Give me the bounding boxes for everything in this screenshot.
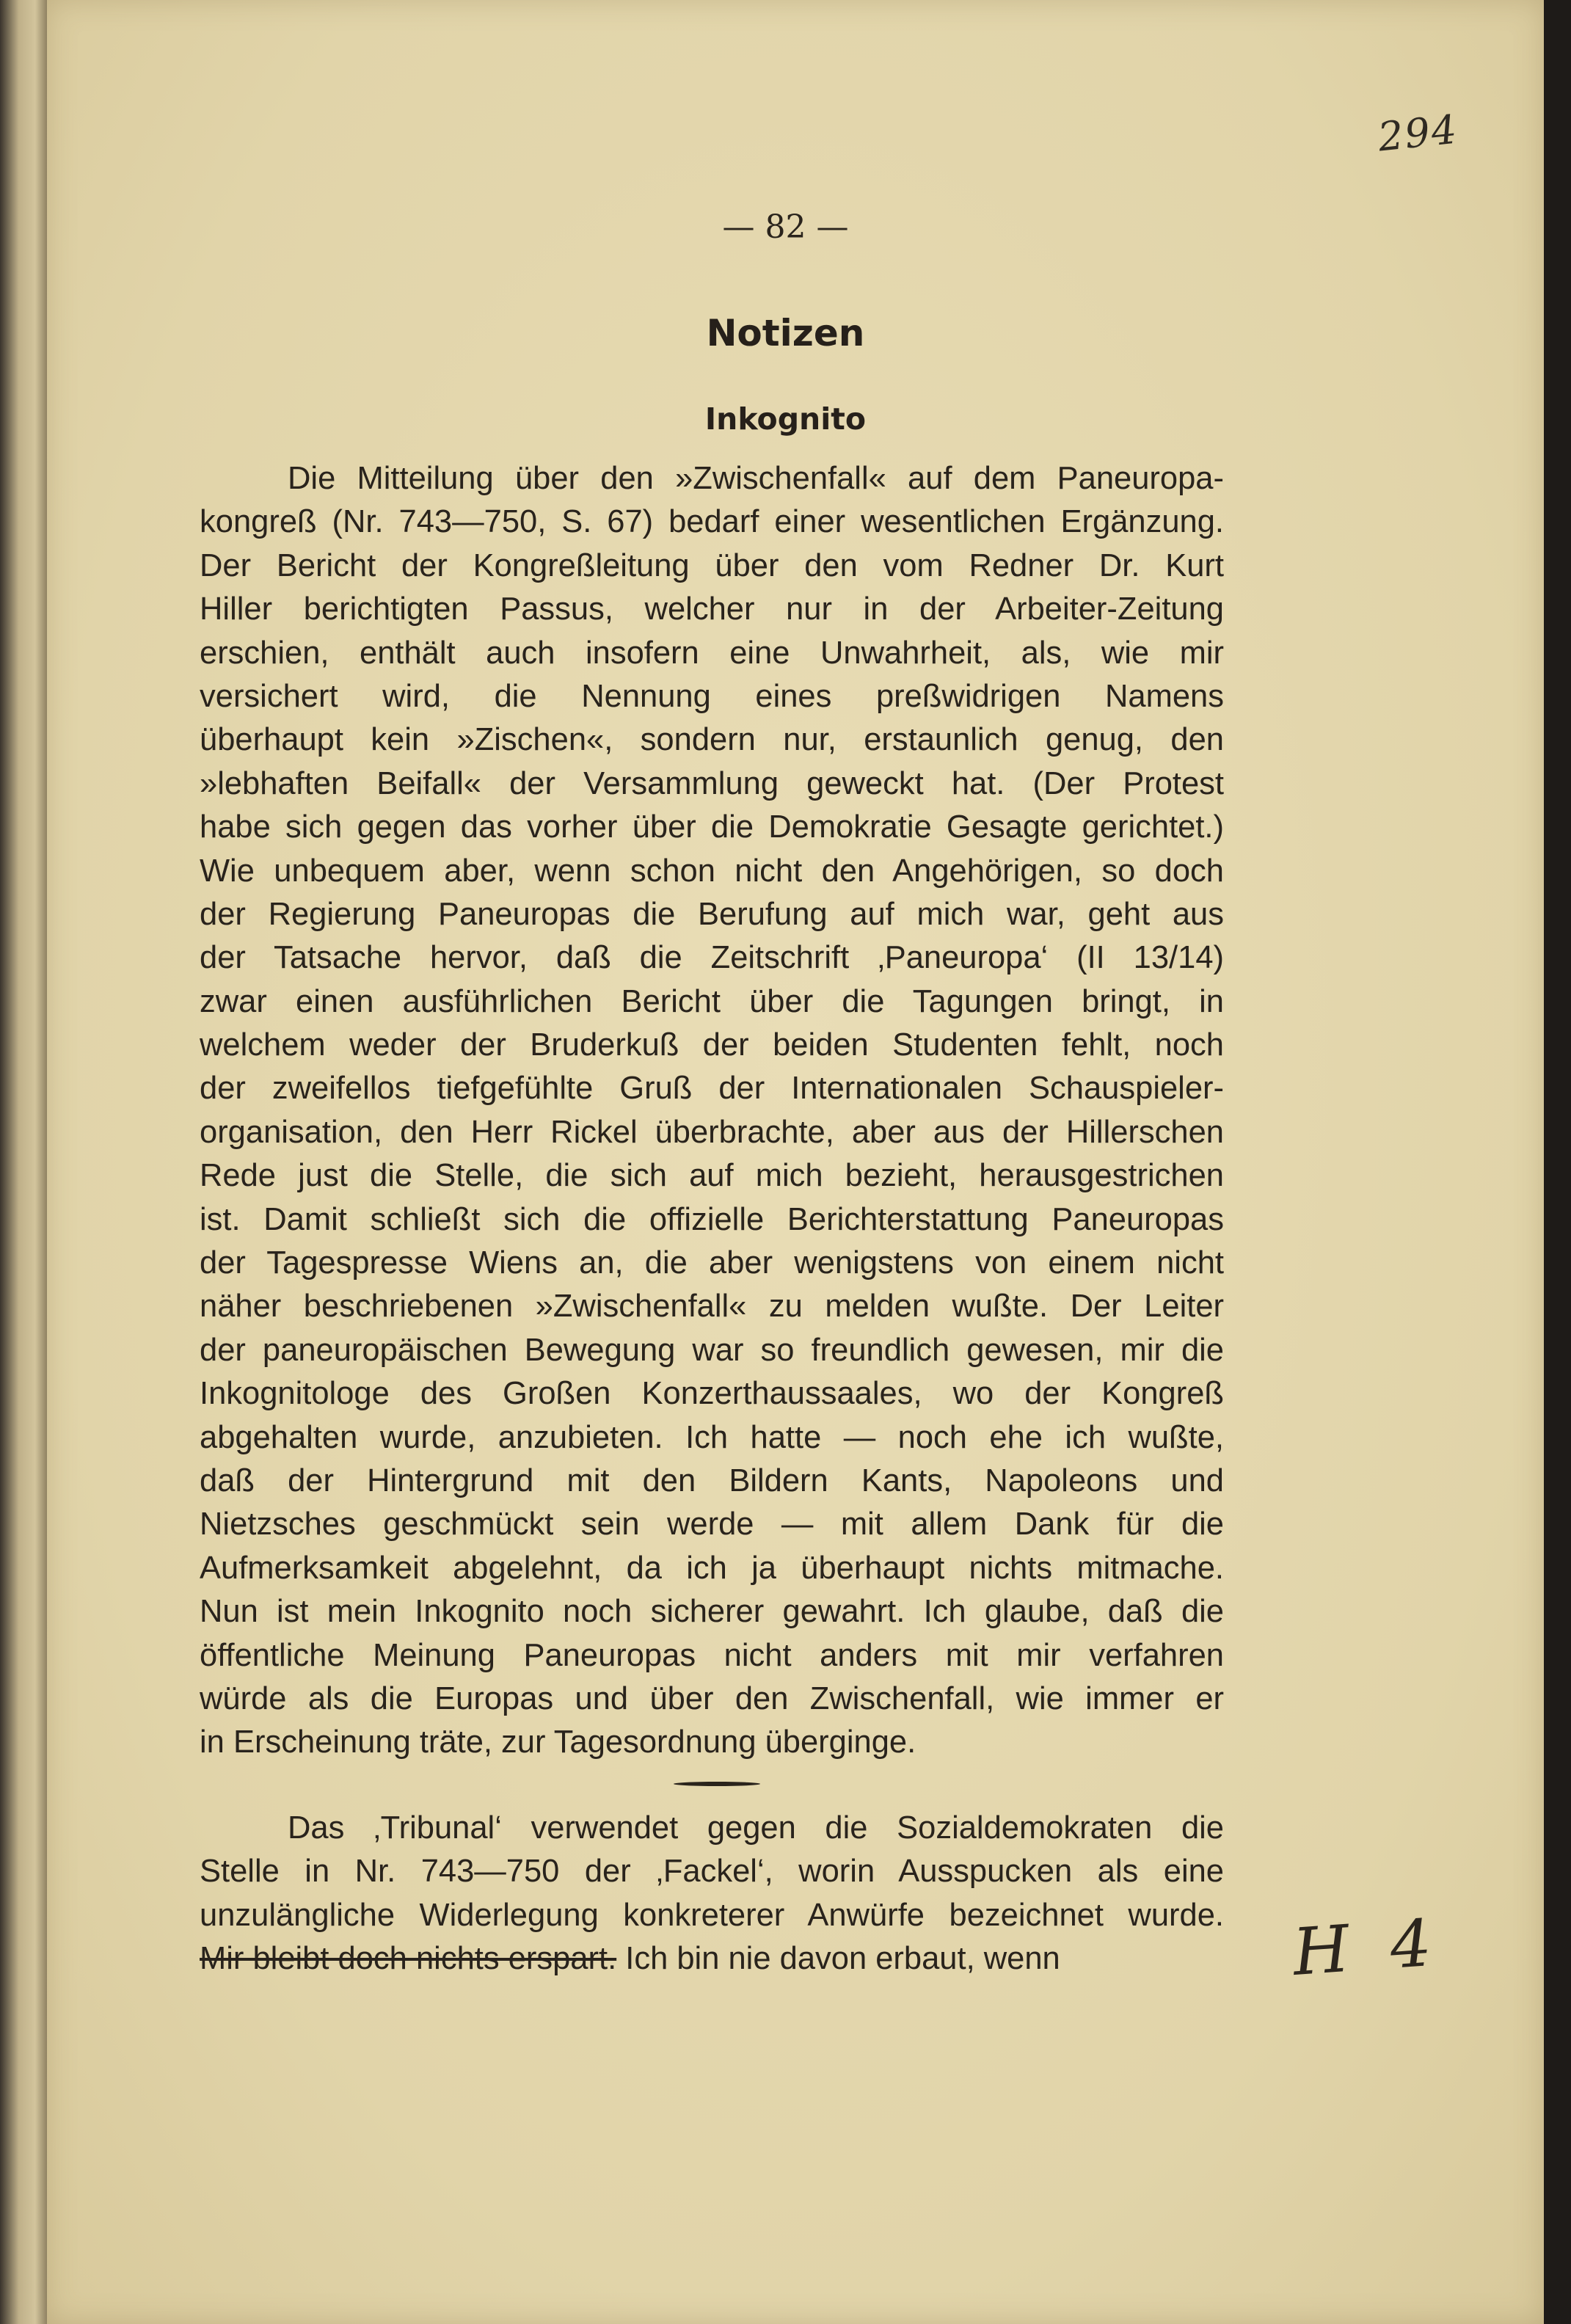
text-line: der zweifellos tiefgefühlte Gruß der Internationalen Schauspieler- — [200, 1071, 1224, 1107]
text-line: Rede just die Stelle, die sich auf mich bezieht, herausgestrichen — [200, 1158, 1224, 1194]
section-divider — [674, 1782, 760, 1786]
text-line: »lebhaften Beifall« der Versammlung geweckt hat. (Der Protest — [200, 765, 1224, 801]
text-line: in Erscheinung träte, zur Tagesordnung überginge. — [200, 1724, 916, 1760]
text-line: der Tagespresse Wiens an, die aber wenigstens von einem nicht — [200, 1245, 1224, 1281]
text-line: abgehalten wurde, anzubieten. Ich hatte — noch ehe ich wußte, — [200, 1419, 1224, 1455]
text-line — [200, 1937, 1224, 1981]
text-line: der Regierung Paneuropas die Berufung auf mich war, geht aus — [200, 896, 1224, 932]
text-line: öffentliche Meinung Paneuropas nicht anders mit mir verfahren — [200, 1637, 1224, 1673]
text-line: habe sich gegen das vorher über die Demokratie Gesagte gerichtet.) — [200, 809, 1224, 845]
page-number: — 82 — — [722, 208, 849, 246]
text-line: Inkognitologe des Großen Konzerthaussaales, wo der Kongreß — [200, 1376, 1224, 1412]
paragraph-tribunal — [200, 1807, 1224, 1981]
text-line: überhaupt kein »Zischen«, sondern nur, erstaunlich genug, den — [200, 722, 1224, 758]
text-fragment: Ich bin nie davon erbaut, wenn — [616, 1941, 1060, 1977]
text-line: welchem weder der Bruderkuß der beiden Studenten fehlt, noch — [200, 1027, 1224, 1063]
article-title: Inkognito — [704, 401, 867, 437]
text-line: zwar einen ausführlichen Bericht über die Tagungen bringt, in — [200, 983, 1224, 1019]
text-line: Die Mitteilung über den »Zwischenfall« auf dem Paneuropa- — [288, 461, 1224, 496]
text-line: der paneuropäischen Bewegung war so freundlich gewesen, mir die — [200, 1332, 1224, 1368]
handwritten-folio-number: 294 — [1376, 106, 1461, 161]
text-line: Wie unbequem aber, wenn schon nicht den Angehörigen, so doch — [200, 853, 1224, 889]
section-title: Notizen — [706, 312, 865, 354]
text-line: Aufmerksamkeit abgelehnt, da ich ja überhaupt nichts mitmache. — [200, 1550, 1224, 1586]
text-line: würde als die Europas und über den Zwischenfall, wie immer er — [200, 1680, 1224, 1716]
text-line: kongreß (Nr. 743—750, S. 67) bedarf einer wesentlichen Ergänzung. — [200, 504, 1224, 540]
text-line: näher beschriebenen »Zwischenfall« zu melden wußte. Der Leiter — [200, 1289, 1224, 1325]
text-line: Stelle in Nr. 743—750 der ‚Fackel‘, worin Ausspucken als eine — [200, 1854, 1224, 1890]
text-line: Nun ist mein Inkognito noch sicherer gewahrt. Ich glaube, daß die — [200, 1594, 1224, 1630]
text-line: ist. Damit schließt sich die offizielle Berichterstattung Paneuropas — [200, 1201, 1224, 1237]
text-line: Hiller berichtigten Passus, welcher nur in der Arbeiter-Zeitung — [200, 591, 1224, 627]
text-line: unzulängliche Widerlegung konkreterer Anwürfe bezeichnet wurde. — [200, 1897, 1224, 1933]
struck-through-text: Mir bleibt doch nichts erspart. — [200, 1941, 617, 1977]
paragraph-inkognito — [200, 457, 1224, 1765]
text-line: Das ‚Tribunal‘ verwendet gegen die Sozialdemokraten die — [288, 1810, 1224, 1846]
text-line: Nietzsches geschmückt sein werde — mit allem Dank für die — [200, 1507, 1224, 1542]
text-line: Der Bericht der Kongreßleitung über den vom Redner Dr. Kurt — [200, 547, 1224, 583]
text-line: der Tatsache hervor, daß die Zeitschrift ‚Paneuropa‘ (II 13/14) — [200, 940, 1224, 976]
text-line: organisation, den Herr Rickel überbrachte, aber aus der Hillerschen — [200, 1114, 1224, 1150]
text-line: versichert wird, die Nennung eines preßwidrigen Namens — [200, 678, 1224, 714]
text-line: daß der Hintergrund mit den Bildern Kants, Napoleons und — [200, 1462, 1224, 1498]
text-line: erschien, enthält auch insofern eine Unwahrheit, als, wie mir — [200, 635, 1224, 671]
handwritten-marginal-note: H 4 — [1290, 1904, 1445, 1990]
